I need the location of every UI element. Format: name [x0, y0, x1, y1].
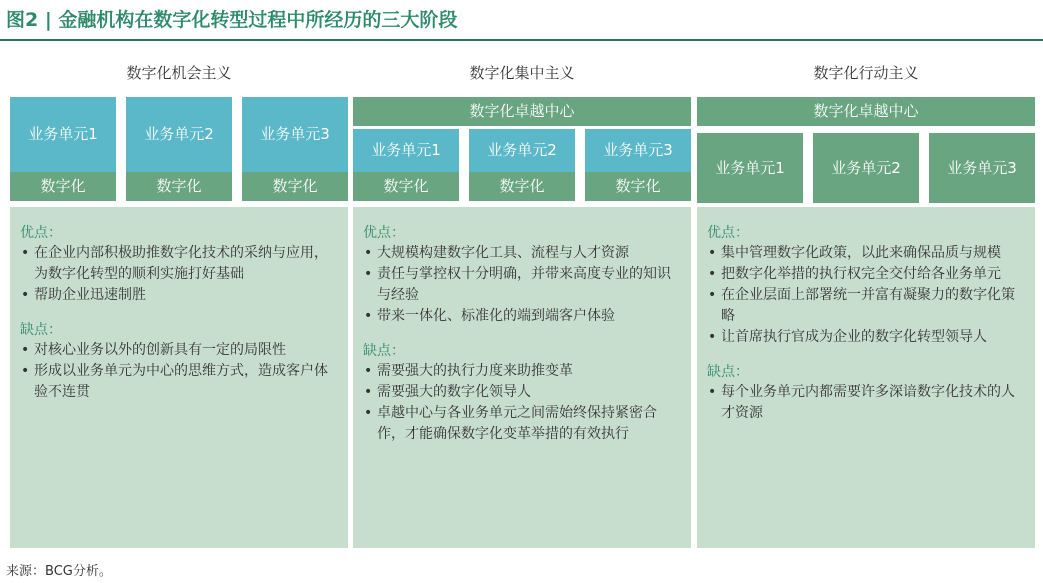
business-unit-box: 业务单元3: [585, 129, 691, 172]
pros-list: [363, 243, 683, 327]
stage-heading: 数字化机会主义: [126, 64, 232, 82]
digital-box: 数字化: [126, 172, 232, 201]
cons-item: • 每个业务单元内都需要许多深谙数字化技术的人才资源: [707, 382, 1027, 424]
figure-title: 图2 | 金融机构在数字化转型过程中所经历的三大阶段: [6, 9, 458, 31]
pros-item: • 帮助企业迅速制胜: [20, 285, 340, 306]
pros-list: [20, 243, 340, 306]
business-unit-box: 业务单元1: [697, 133, 803, 203]
title-rule: [0, 39, 1043, 41]
pros-item: • 大规模构建数字化工具、流程与人才资源: [363, 243, 683, 264]
business-unit-box: 业务单元3: [242, 97, 348, 172]
business-unit-box: 业务单元2: [813, 133, 919, 203]
pros-label: 优点：: [707, 225, 749, 241]
pros-label: 优点：: [363, 225, 405, 241]
digital-box: 数字化: [585, 172, 691, 201]
cons-label: 缺点：: [707, 364, 749, 380]
cons-label: 缺点：: [20, 322, 62, 338]
pros-item: • 集中管理数字化政策，以此来确保品质与规模: [707, 243, 1027, 264]
cons-label: 缺点：: [363, 343, 405, 359]
digital-box: 数字化: [353, 172, 459, 201]
cons-list: [20, 340, 340, 403]
business-unit-box: 业务单元2: [469, 129, 575, 172]
business-unit-box: 业务单元3: [929, 133, 1035, 203]
digital-box: 数字化: [242, 172, 348, 201]
business-unit-box: 业务单元1: [353, 129, 459, 172]
pros-item: • 让首席执行官成为企业的数字化转型领导人: [707, 327, 1027, 348]
business-unit-box: 业务单元1: [10, 97, 116, 172]
cons-item: • 形成以业务单元为中心的思维方式，造成客户体验不连贯: [20, 361, 340, 403]
pros-item: • 带来一体化、标准化的端到端客户体验: [363, 306, 683, 327]
pros-label: 优点：: [20, 225, 62, 241]
cons-item: • 对核心业务以外的创新具有一定的局限性: [20, 340, 340, 361]
stage-heading: 数字化集中主义: [469, 64, 575, 82]
pros-item: • 在企业层面上部署统一并富有凝聚力的数字化策略: [707, 285, 1027, 327]
pros-item: • 在企业内部积极助推数字化技术的采纳与应用，为数字化转型的顺利实施打好基础: [20, 243, 340, 285]
pros-cons-panel: [10, 207, 348, 548]
pros-item: • 把数字化举措的执行权完全交付给各业务单元: [707, 264, 1027, 285]
pros-cons-panel: [697, 207, 1035, 548]
center-of-excellence-bar: 数字化卓越中心: [697, 97, 1035, 126]
source-note: 来源：BCG分析。: [6, 564, 112, 579]
digital-box: 数字化: [10, 172, 116, 201]
business-unit-box: 业务单元2: [126, 97, 232, 172]
pros-cons-panel: [353, 207, 691, 548]
digital-box: 数字化: [469, 172, 575, 201]
pros-item: • 责任与掌控权十分明确，并带来高度专业的知识与经验: [363, 264, 683, 306]
cons-list: [363, 361, 683, 445]
cons-item: • 需要强大的执行力度来助推变革: [363, 361, 683, 382]
cons-item: • 卓越中心与各业务单元之间需始终保持紧密合作，才能确保数字化变革举措的有效执行: [363, 403, 683, 445]
center-of-excellence-bar: 数字化卓越中心: [353, 97, 691, 126]
cons-list: [707, 382, 1027, 424]
stage-heading: 数字化行动主义: [813, 64, 919, 82]
pros-list: [707, 243, 1027, 348]
cons-item: • 需要强大的数字化领导人: [363, 382, 683, 403]
